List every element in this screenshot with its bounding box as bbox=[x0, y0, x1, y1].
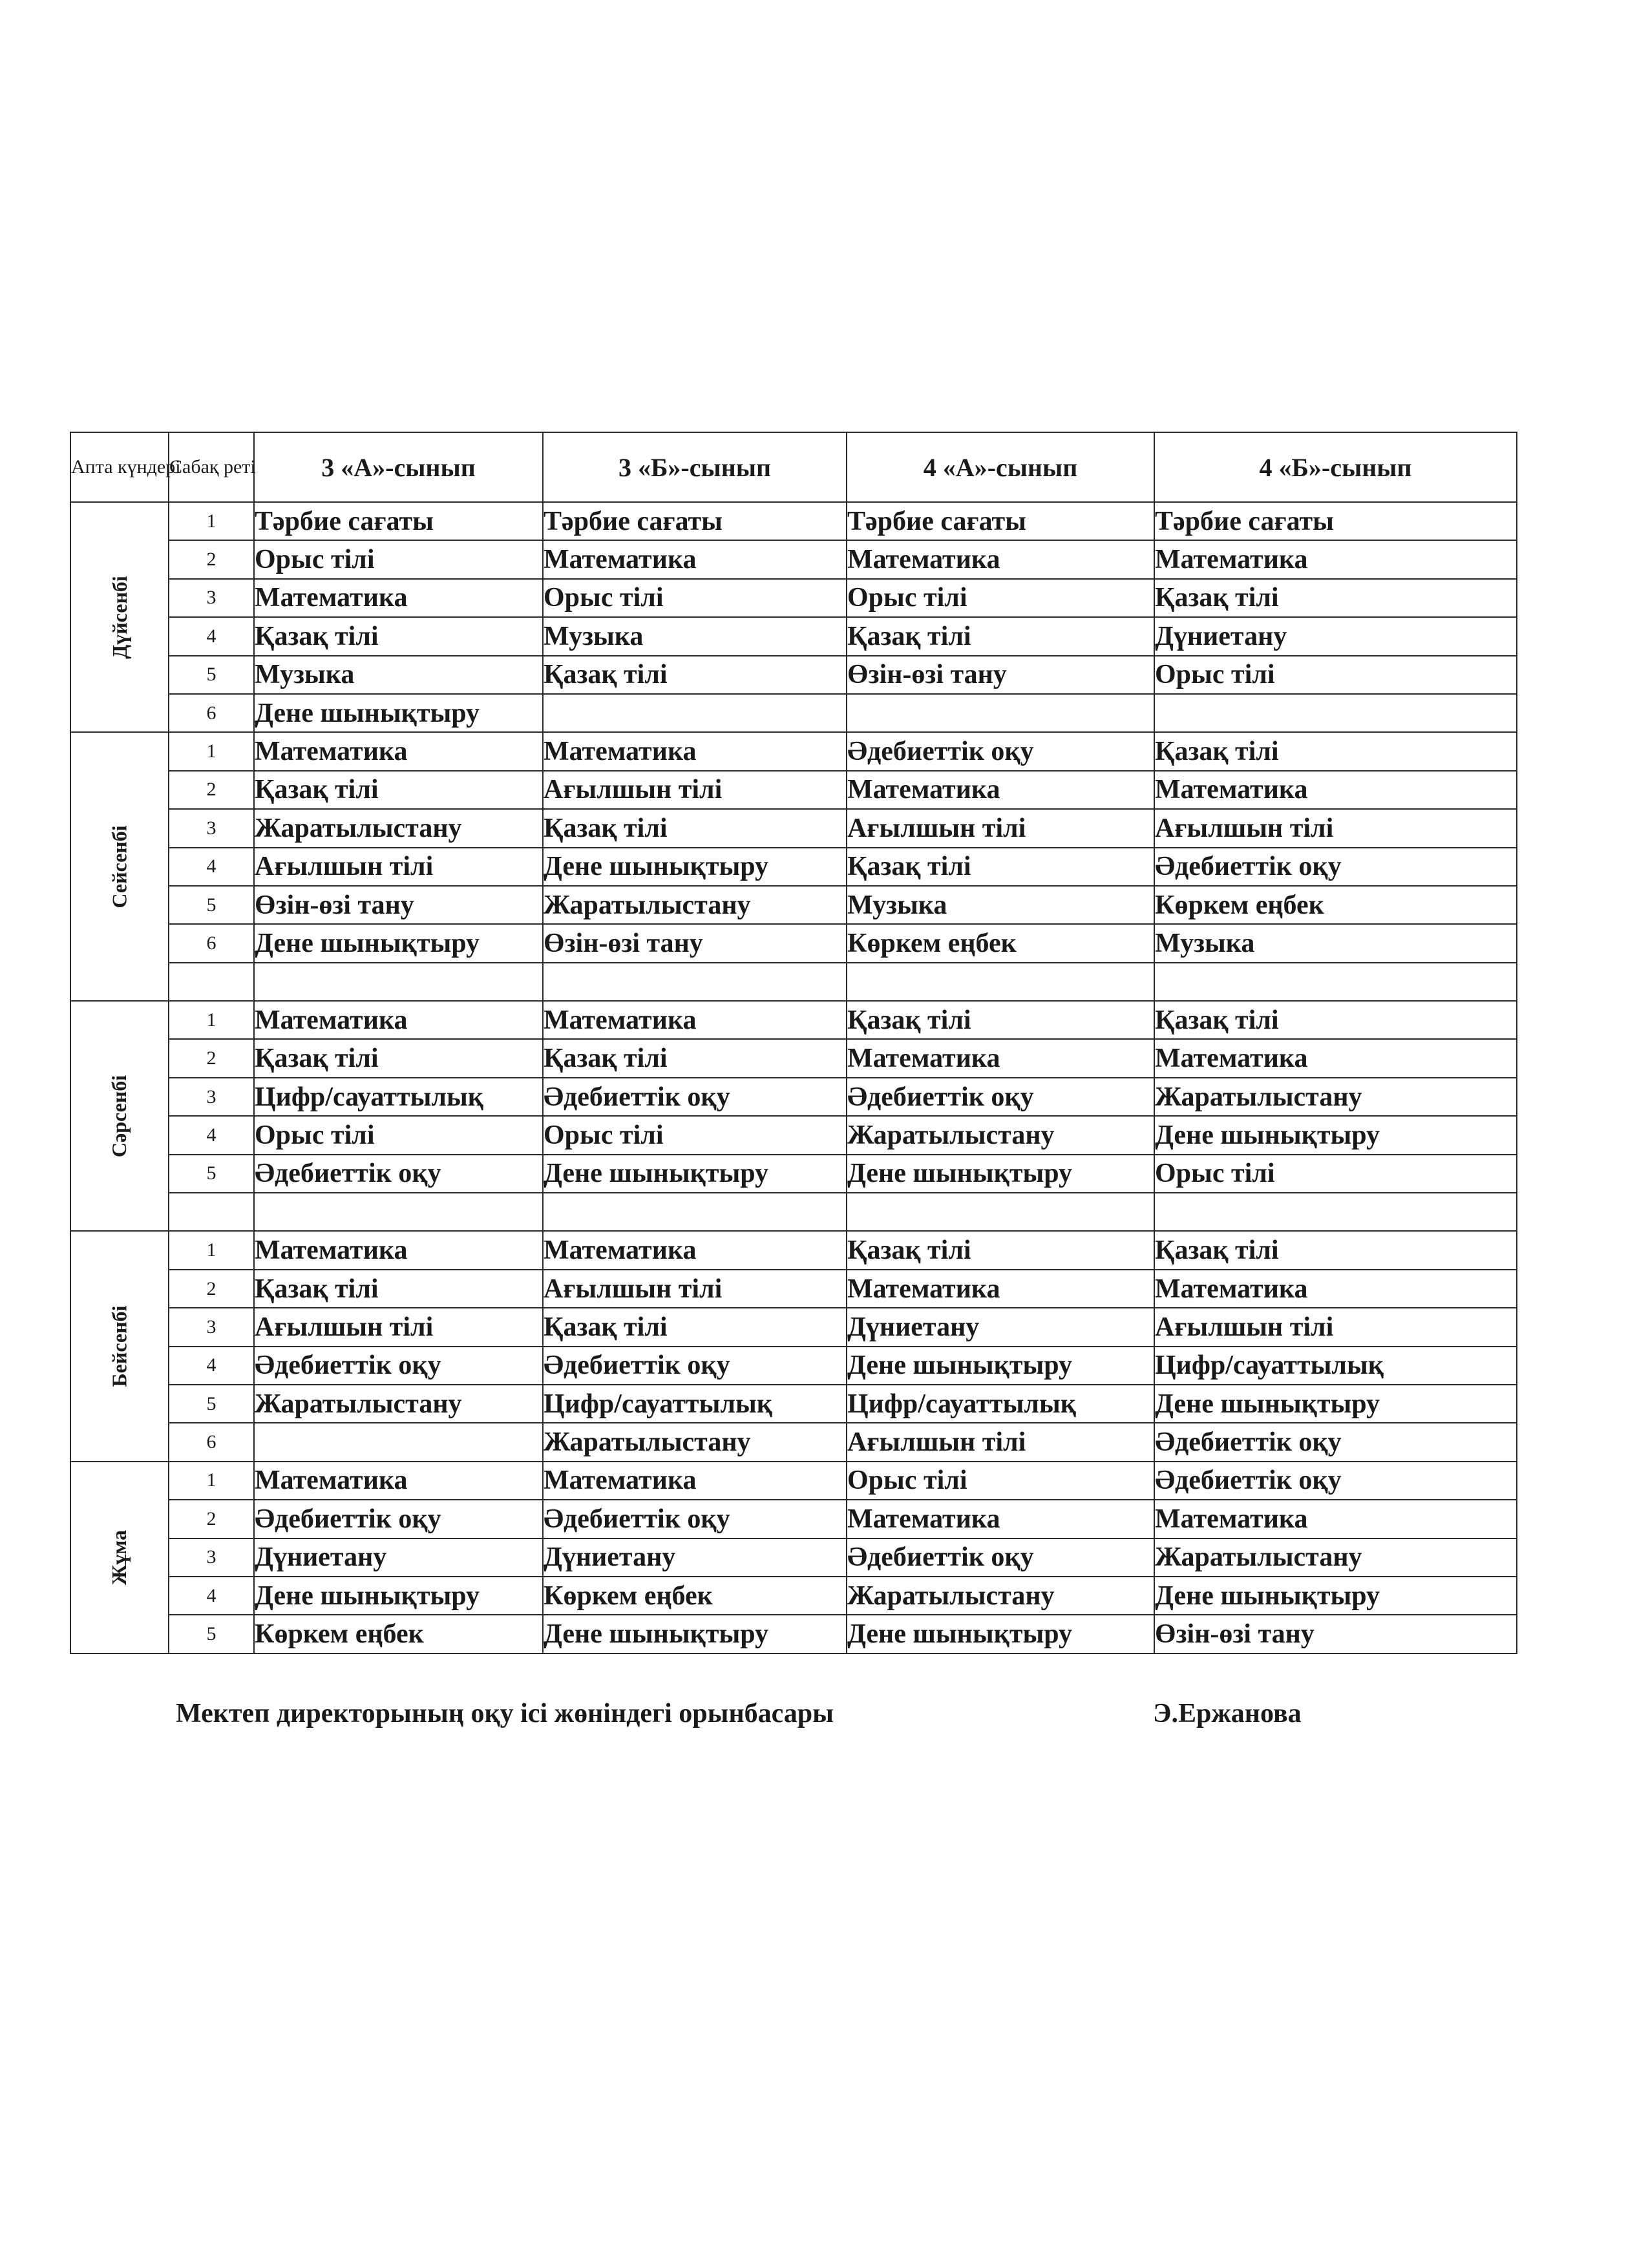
subject-cell: Музыка bbox=[1154, 924, 1517, 962]
subject-cell: Дене шынықтыру bbox=[254, 694, 543, 732]
subject-cell: Қазақ тілі bbox=[847, 848, 1154, 886]
subject-cell: Дене шынықтыру bbox=[847, 1155, 1154, 1193]
schedule-table bbox=[70, 432, 1517, 1654]
subject-cell: Жаратылыстану bbox=[543, 886, 847, 924]
subject-cell: Жаратылыстану bbox=[543, 1423, 847, 1461]
subject-cell: Математика bbox=[543, 1231, 847, 1269]
subject-cell: Қазақ тілі bbox=[847, 1001, 1154, 1039]
lesson-number: 2 bbox=[169, 1270, 254, 1308]
subject-cell: Математика bbox=[254, 732, 543, 770]
table-row bbox=[70, 1423, 1517, 1461]
subject-cell: Әдебиеттік оқу bbox=[847, 1538, 1154, 1577]
subject-cell: Әдебиеттік оқу bbox=[1154, 848, 1517, 886]
lesson-number: 3 bbox=[169, 1538, 254, 1577]
subject-cell: Әдебиеттік оқу bbox=[543, 1078, 847, 1116]
subject-cell: Көркем еңбек bbox=[847, 924, 1154, 962]
table-row bbox=[70, 924, 1517, 962]
subject-cell: Математика bbox=[254, 1462, 543, 1500]
subject-cell: Ағылшын тілі bbox=[847, 1423, 1154, 1461]
subject-cell: Өзін-өзі тану bbox=[543, 924, 847, 962]
signer-position: Мектеп директорының оқу ісі жөніндегі орынбасары bbox=[176, 1699, 834, 1728]
subject-cell: Ағылшын тілі bbox=[254, 848, 543, 886]
subject-cell: Әдебиеттік оқу bbox=[254, 1500, 543, 1538]
subject-cell: Математика bbox=[847, 771, 1154, 809]
table-row bbox=[70, 1615, 1517, 1653]
lesson-number: 1 bbox=[169, 1001, 254, 1039]
subject-cell: Цифр/сауаттылық bbox=[254, 1078, 543, 1116]
lesson-number: 5 bbox=[169, 886, 254, 924]
subject-cell: Дене шынықтыру bbox=[1154, 1385, 1517, 1423]
header-day: Апта күндері bbox=[70, 432, 169, 502]
table-row bbox=[70, 656, 1517, 694]
day-label: Сейсенбі bbox=[107, 825, 131, 908]
lesson-number bbox=[169, 963, 254, 1001]
day-label: Дүйсенбі bbox=[107, 575, 131, 659]
lesson-number: 6 bbox=[169, 924, 254, 962]
subject-cell: Жаратылыстану bbox=[254, 1385, 543, 1423]
table-row bbox=[70, 540, 1517, 578]
subject-cell: Жаратылыстану bbox=[1154, 1538, 1517, 1577]
subject-cell: Ағылшын тілі bbox=[847, 809, 1154, 847]
table-row bbox=[70, 1500, 1517, 1538]
table-row bbox=[70, 694, 1517, 732]
lesson-number: 4 bbox=[169, 1347, 254, 1385]
lesson-number: 3 bbox=[169, 809, 254, 847]
subject-cell: Математика bbox=[254, 1001, 543, 1039]
lesson-number: 3 bbox=[169, 1078, 254, 1116]
subject-cell: Әдебиеттік оқу bbox=[1154, 1462, 1517, 1500]
signer-name: Э.Ержанова bbox=[1153, 1699, 1302, 1728]
table-row bbox=[70, 886, 1517, 924]
subject-cell: Математика bbox=[1154, 1270, 1517, 1308]
subject-cell: Математика bbox=[254, 579, 543, 617]
subject-cell: Әдебиеттік оқу bbox=[543, 1347, 847, 1385]
subject-cell: Математика bbox=[543, 1001, 847, 1039]
day-label: Сәрсенбі bbox=[107, 1075, 131, 1157]
lesson-number: 5 bbox=[169, 1385, 254, 1423]
subject-cell: Дене шынықтыру bbox=[847, 1615, 1154, 1653]
lesson-number: 3 bbox=[169, 1308, 254, 1346]
subject-cell: Орыс тілі bbox=[254, 1116, 543, 1154]
table-row bbox=[70, 617, 1517, 655]
subject-cell: Дене шынықтыру bbox=[1154, 1116, 1517, 1154]
subject-cell: Дене шынықтыру bbox=[543, 848, 847, 886]
subject-cell: Дүниетану bbox=[254, 1538, 543, 1577]
lesson-number: 6 bbox=[169, 1423, 254, 1461]
subject-cell bbox=[1154, 963, 1517, 1001]
subject-cell: Қазақ тілі bbox=[847, 1231, 1154, 1269]
subject-cell: Математика bbox=[1154, 1500, 1517, 1538]
subject-cell bbox=[543, 1193, 847, 1231]
subject-cell: Жаратылыстану bbox=[847, 1116, 1154, 1154]
subject-cell: Цифр/сауаттылық bbox=[543, 1385, 847, 1423]
lesson-number: 4 bbox=[169, 1116, 254, 1154]
lesson-number: 6 bbox=[169, 694, 254, 732]
lesson-number: 1 bbox=[169, 1462, 254, 1500]
subject-cell: Цифр/сауаттылық bbox=[1154, 1347, 1517, 1385]
subject-cell: Өзін-өзі тану bbox=[254, 886, 543, 924]
table-row bbox=[70, 579, 1517, 617]
header-class-4b: 4 «Б»-сынып bbox=[1154, 432, 1517, 502]
subject-cell: Тәрбие сағаты bbox=[847, 502, 1154, 540]
table-row bbox=[70, 1538, 1517, 1577]
lesson-number: 4 bbox=[169, 617, 254, 655]
subject-cell: Цифр/сауаттылық bbox=[847, 1385, 1154, 1423]
subject-cell: Жаратылыстану bbox=[1154, 1078, 1517, 1116]
lesson-number: 2 bbox=[169, 771, 254, 809]
subject-cell: Дене шынықтыру bbox=[543, 1155, 847, 1193]
subject-cell: Қазақ тілі bbox=[847, 617, 1154, 655]
table-row bbox=[70, 1347, 1517, 1385]
subject-cell: Әдебиеттік оқу bbox=[847, 732, 1154, 770]
table-row bbox=[70, 771, 1517, 809]
subject-cell: Орыс тілі bbox=[543, 579, 847, 617]
lesson-number: 5 bbox=[169, 1615, 254, 1653]
subject-cell: Дүниетану bbox=[847, 1308, 1154, 1346]
day-label: Жұма bbox=[107, 1529, 131, 1585]
day-cell bbox=[70, 1231, 169, 1461]
subject-cell bbox=[254, 963, 543, 1001]
subject-cell: Математика bbox=[847, 1039, 1154, 1077]
table-row bbox=[70, 1001, 1517, 1039]
subject-cell: Өзін-өзі тану bbox=[1154, 1615, 1517, 1653]
table-row bbox=[70, 1193, 1517, 1231]
subject-cell bbox=[1154, 1193, 1517, 1231]
header-class-4a: 4 «А»-сынып bbox=[847, 432, 1154, 502]
subject-cell: Дене шынықтыру bbox=[847, 1347, 1154, 1385]
subject-cell: Қазақ тілі bbox=[1154, 579, 1517, 617]
lesson-number bbox=[169, 1193, 254, 1231]
subject-cell: Дене шынықтыру bbox=[254, 924, 543, 962]
table-row bbox=[70, 1116, 1517, 1154]
table-row bbox=[70, 1577, 1517, 1615]
subject-cell: Көркем еңбек bbox=[254, 1615, 543, 1653]
subject-cell: Қазақ тілі bbox=[543, 1308, 847, 1346]
subject-cell: Дене шынықтыру bbox=[254, 1577, 543, 1615]
lesson-number: 4 bbox=[169, 1577, 254, 1615]
subject-cell: Музыка bbox=[847, 886, 1154, 924]
subject-cell: Тәрбие сағаты bbox=[1154, 502, 1517, 540]
table-row bbox=[70, 848, 1517, 886]
day-label: Бейсенбі bbox=[107, 1305, 131, 1387]
lesson-number: 1 bbox=[169, 1231, 254, 1269]
subject-cell: Дене шынықтыру bbox=[543, 1615, 847, 1653]
subject-cell: Тәрбие сағаты bbox=[254, 502, 543, 540]
lesson-number: 3 bbox=[169, 579, 254, 617]
subject-cell: Қазақ тілі bbox=[254, 617, 543, 655]
subject-cell: Дүниетану bbox=[543, 1538, 847, 1577]
subject-cell: Математика bbox=[1154, 540, 1517, 578]
subject-cell: Әдебиеттік оқу bbox=[847, 1078, 1154, 1116]
table-row bbox=[70, 1078, 1517, 1116]
table-row bbox=[70, 1462, 1517, 1500]
subject-cell: Қазақ тілі bbox=[543, 1039, 847, 1077]
lesson-number: 5 bbox=[169, 1155, 254, 1193]
subject-cell: Қазақ тілі bbox=[254, 1270, 543, 1308]
lesson-number: 1 bbox=[169, 502, 254, 540]
subject-cell: Ағылшын тілі bbox=[1154, 1308, 1517, 1346]
subject-cell: Әдебиеттік оқу bbox=[543, 1500, 847, 1538]
subject-cell bbox=[847, 694, 1154, 732]
subject-cell: Математика bbox=[847, 1500, 1154, 1538]
table-row bbox=[70, 1270, 1517, 1308]
subject-cell: Қазақ тілі bbox=[543, 809, 847, 847]
subject-cell: Ағылшын тілі bbox=[1154, 809, 1517, 847]
subject-cell: Қазақ тілі bbox=[1154, 1001, 1517, 1039]
day-cell bbox=[70, 1001, 169, 1231]
subject-cell: Математика bbox=[847, 1270, 1154, 1308]
table-row bbox=[70, 732, 1517, 770]
subject-cell: Музыка bbox=[543, 617, 847, 655]
subject-cell: Қазақ тілі bbox=[543, 656, 847, 694]
subject-cell: Дүниетану bbox=[1154, 617, 1517, 655]
lesson-number: 2 bbox=[169, 540, 254, 578]
subject-cell: Әдебиеттік оқу bbox=[254, 1155, 543, 1193]
day-cell bbox=[70, 502, 169, 732]
subject-cell: Математика bbox=[543, 540, 847, 578]
subject-cell: Математика bbox=[847, 540, 1154, 578]
schedule-body bbox=[70, 502, 1517, 1654]
subject-cell: Математика bbox=[543, 732, 847, 770]
table-row bbox=[70, 963, 1517, 1001]
subject-cell: Ағылшын тілі bbox=[543, 771, 847, 809]
subject-cell: Өзін-өзі тану bbox=[847, 656, 1154, 694]
subject-cell: Орыс тілі bbox=[847, 579, 1154, 617]
subject-cell: Математика bbox=[1154, 771, 1517, 809]
subject-cell: Әдебиеттік оқу bbox=[254, 1347, 543, 1385]
subject-cell bbox=[543, 694, 847, 732]
subject-cell bbox=[543, 963, 847, 1001]
table-row bbox=[70, 1308, 1517, 1346]
subject-cell: Ағылшын тілі bbox=[254, 1308, 543, 1346]
subject-cell: Қазақ тілі bbox=[254, 771, 543, 809]
subject-cell: Әдебиеттік оқу bbox=[1154, 1423, 1517, 1461]
lesson-number: 4 bbox=[169, 848, 254, 886]
lesson-number: 2 bbox=[169, 1039, 254, 1077]
table-row bbox=[70, 1231, 1517, 1269]
subject-cell: Қазақ тілі bbox=[254, 1039, 543, 1077]
subject-cell: Қазақ тілі bbox=[1154, 732, 1517, 770]
day-cell bbox=[70, 1462, 169, 1654]
subject-cell: Көркем еңбек bbox=[1154, 886, 1517, 924]
subject-cell: Орыс тілі bbox=[1154, 1155, 1517, 1193]
lesson-number: 1 bbox=[169, 732, 254, 770]
header-lesson-number: Сабақ реті bbox=[169, 432, 254, 502]
signature-block bbox=[176, 1698, 1339, 1729]
lesson-number: 5 bbox=[169, 656, 254, 694]
header-class-3a: 3 «А»-сынып bbox=[254, 432, 543, 502]
lesson-number: 2 bbox=[169, 1500, 254, 1538]
subject-cell: Жаратылыстану bbox=[847, 1577, 1154, 1615]
table-row bbox=[70, 1155, 1517, 1193]
table-row bbox=[70, 1385, 1517, 1423]
table-row bbox=[70, 1039, 1517, 1077]
subject-cell: Көркем еңбек bbox=[543, 1577, 847, 1615]
subject-cell bbox=[254, 1193, 543, 1231]
subject-cell: Жаратылыстану bbox=[254, 809, 543, 847]
subject-cell bbox=[254, 1423, 543, 1461]
table-row bbox=[70, 809, 1517, 847]
subject-cell bbox=[847, 1193, 1154, 1231]
subject-cell: Математика bbox=[1154, 1039, 1517, 1077]
subject-cell: Дене шынықтыру bbox=[1154, 1577, 1517, 1615]
subject-cell: Орыс тілі bbox=[543, 1116, 847, 1154]
subject-cell: Орыс тілі bbox=[254, 540, 543, 578]
subject-cell: Орыс тілі bbox=[1154, 656, 1517, 694]
day-cell bbox=[70, 732, 169, 1001]
subject-cell: Орыс тілі bbox=[847, 1462, 1154, 1500]
subject-cell bbox=[1154, 694, 1517, 732]
subject-cell bbox=[847, 963, 1154, 1001]
header-class-3b: 3 «Б»-сынып bbox=[543, 432, 847, 502]
subject-cell: Ағылшын тілі bbox=[543, 1270, 847, 1308]
subject-cell: Қазақ тілі bbox=[1154, 1231, 1517, 1269]
subject-cell: Математика bbox=[254, 1231, 543, 1269]
subject-cell: Математика bbox=[543, 1462, 847, 1500]
header-row bbox=[70, 432, 1517, 502]
subject-cell: Музыка bbox=[254, 656, 543, 694]
subject-cell: Тәрбие сағаты bbox=[543, 502, 847, 540]
table-row bbox=[70, 502, 1517, 540]
